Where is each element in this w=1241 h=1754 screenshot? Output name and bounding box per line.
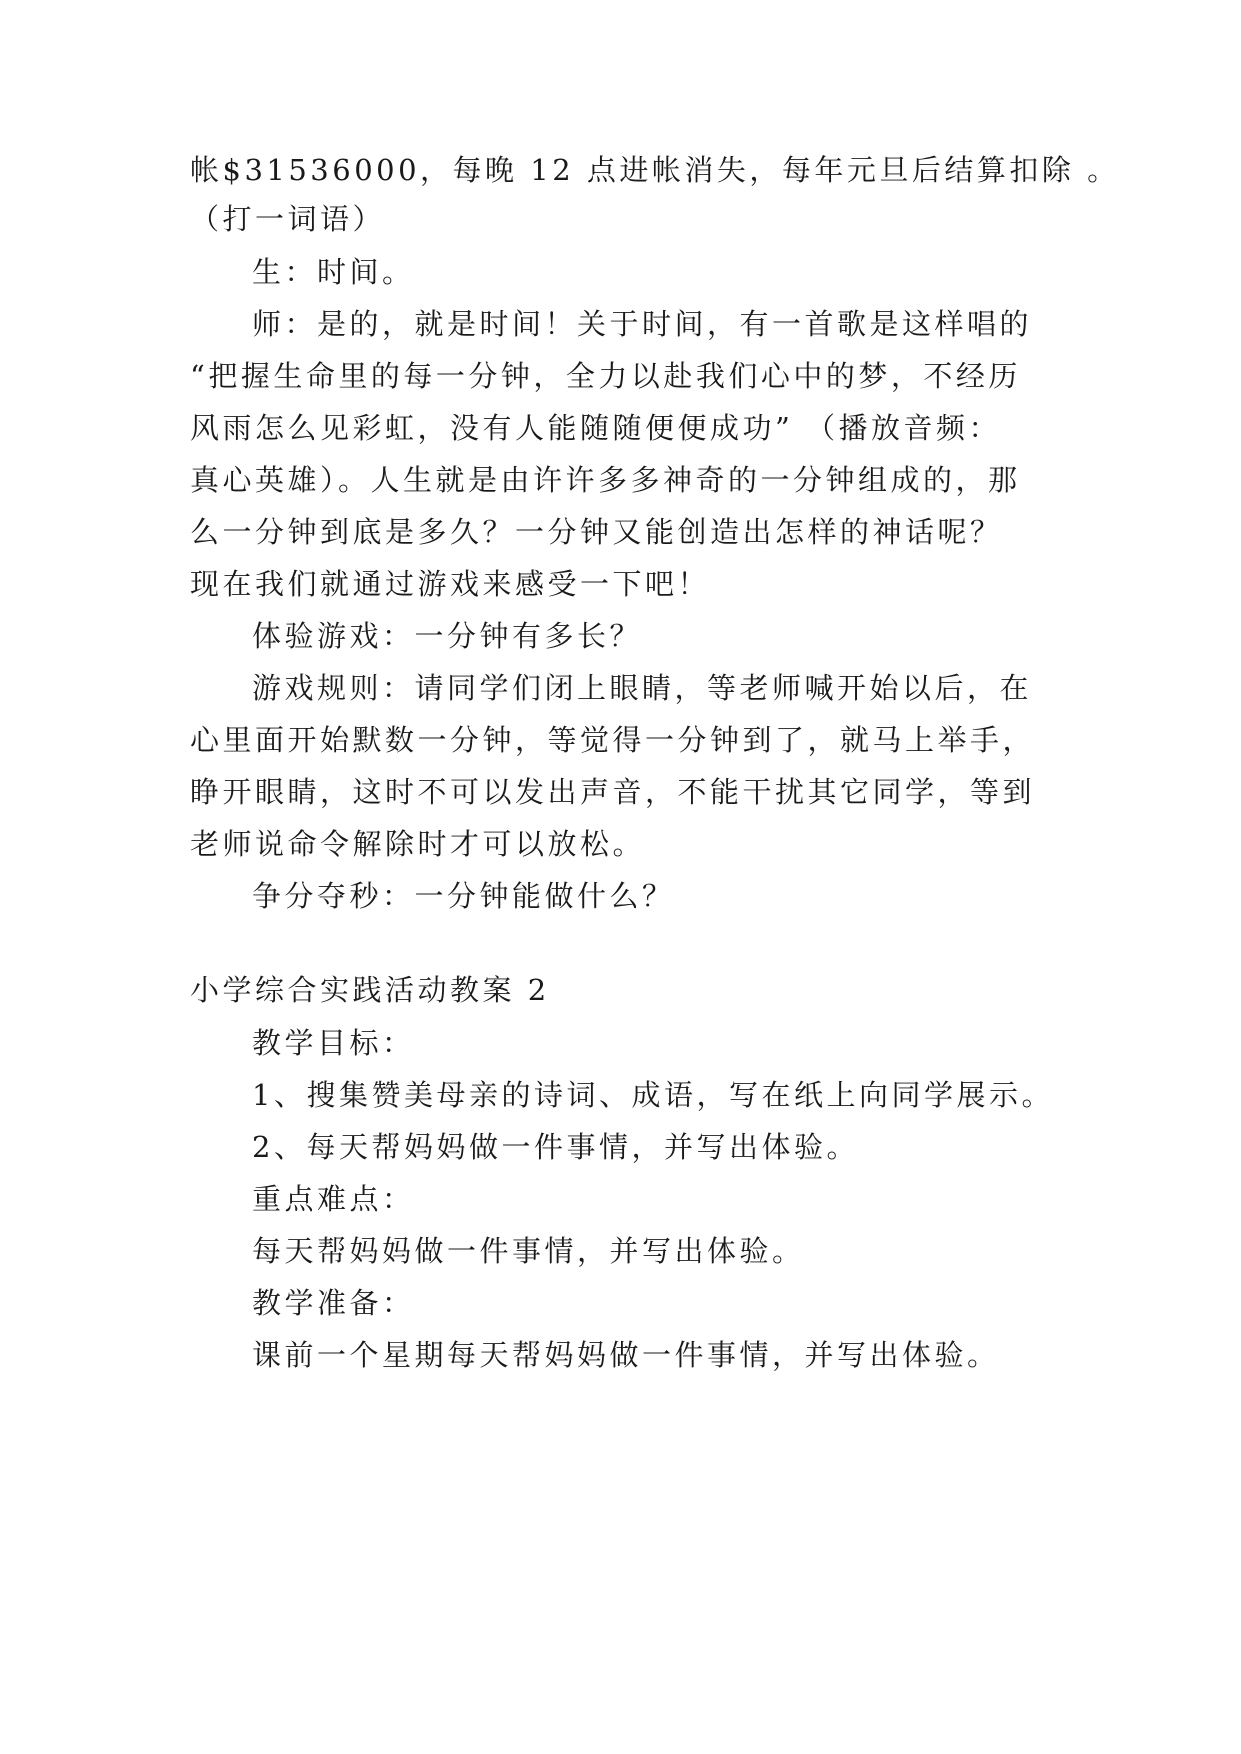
paragraph-line: 现在我们就通过游戏来感受一下吧！ [190,567,711,601]
paragraph-line: 生：时间。 [252,255,415,289]
paragraph-line: 体验游戏：一分钟有多长？ [252,619,643,653]
paragraph-line: 睁开眼睛，这时不可以发出声音，不能干扰其它同学，等到 [190,775,1036,809]
paragraph-line: 2、每天帮妈妈做一件事情，并写出体验。 [252,1130,859,1164]
paragraph-line: 老师说命令解除时才可以放松。 [190,827,646,861]
paragraph-line: 么一分钟到底是多久？一分钟又能创造出怎样的神话呢？ [190,515,1003,549]
paragraph-line: 每天帮妈妈做一件事情，并写出体验。 [252,1234,805,1268]
section-title: 小学综合实践活动教案 2 [190,973,550,1007]
paragraph-line: 重点难点： [252,1182,415,1216]
paragraph-line: 风雨怎么见彩虹，没有人能随随便便成功” （播放音频： [190,411,1002,445]
paragraph-line: （打一词语） [190,202,386,236]
paragraph-line: 师：是的，就是时间！关于时间，有一首歌是这样唱的 [252,307,1033,341]
paragraph-line: “把握生命里的每一分钟，全力以赴我们心中的梦，不经历 [190,359,1021,393]
paragraph-line: 游戏规则：请同学们闭上眼睛，等老师喊开始以后，在 [252,671,1033,705]
paragraph-line: 1、搜集赞美母亲的诗词、成语，写在纸上向同学展示。 [252,1078,1054,1112]
paragraph-line: 心里面开始默数一分钟，等觉得一分钟到了，就马上举手， [190,723,1036,757]
paragraph-line: 争分夺秒：一分钟能做什么？ [252,879,675,913]
paragraph-line: 帐$31536000，每晚 12 点进帐消失，每年元旦后结算扣除 。 [190,153,1120,187]
paragraph-line: 教学准备： [252,1286,415,1320]
paragraph-line: 课前一个星期每天帮妈妈做一件事情，并写出体验。 [252,1338,1000,1372]
paragraph-line: 真心英雄）。人生就是由许许多多神奇的一分钟组成的，那 [190,463,1021,497]
paragraph-line: 教学目标： [252,1026,415,1060]
